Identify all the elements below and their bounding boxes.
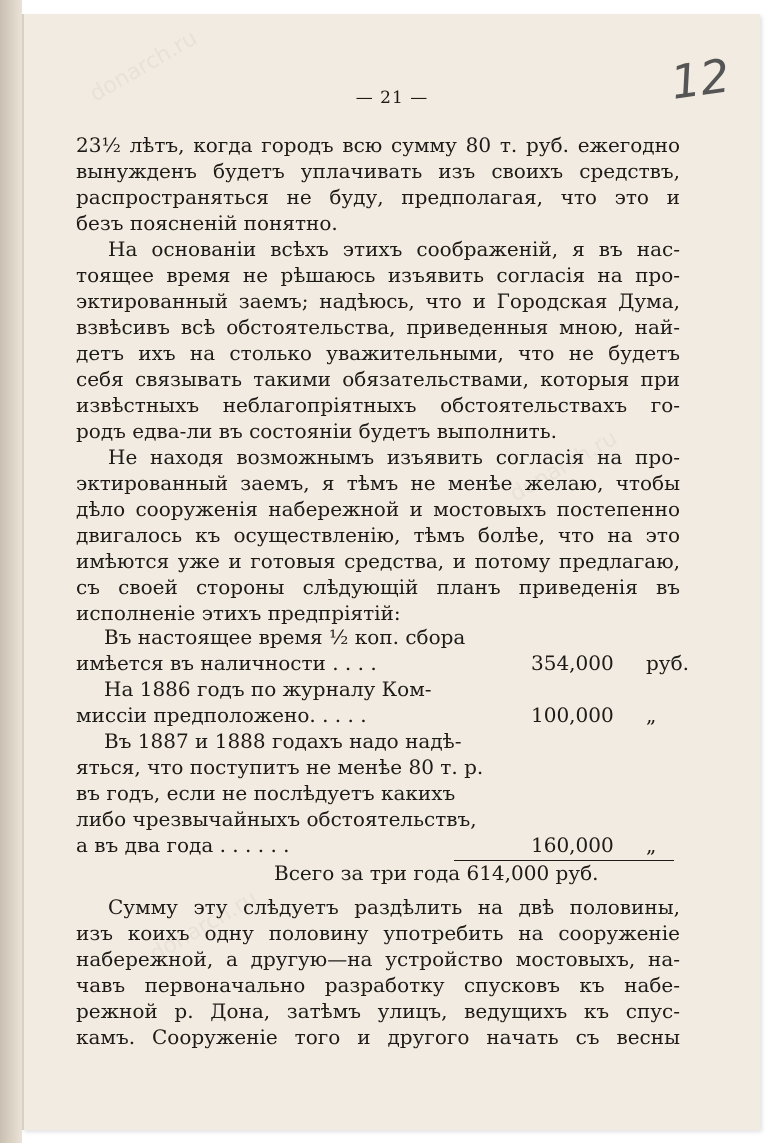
text-line: Сумму эту слѣдуетъ раздѣлить на двѣ половины, [108,895,680,919]
item-text: миссіи предположено. . . . . [76,703,367,727]
archive-watermark: donarch.ru [145,885,262,968]
text-line: извѣстныхъ неблагопріятныхъ обстоятельствахъ го- [76,393,680,417]
text-line: съ своей стороны слѣдующій планъ приведенія въ [76,575,680,599]
book-binding-edge [0,0,22,1143]
page-number: — 21 — [355,88,429,108]
item-amount: 354,000 [531,651,614,675]
item-amount: 100,000 [531,703,614,727]
text-line: 23½ лѣтъ, когда городъ всю сумму 80 т. руб. ежегодно [76,133,680,157]
handwritten-page-number: 12 [667,48,734,110]
text-line: чавъ первоначально разработку спусковъ къ набе- [76,973,680,997]
text-line: набережной, а другую—на устройство мостовыхъ, на- [76,947,680,971]
item-text: либо чрезвычайныхъ обстоятельствъ, [76,807,477,831]
text-line: тоящее время не рѣшаюсь изъявить согласія на про- [76,263,680,287]
item-unit: руб. [646,651,689,675]
item-text: На 1886 годъ по журналу Ком- [104,677,432,701]
text-line: безъ поясненій понятно. [76,211,338,235]
total-line: Всего за три года 614,000 руб. [274,861,599,885]
text-line: вынужденъ будетъ уплачивать изъ своихъ средствъ, [76,159,680,183]
item-unit: „ [646,703,657,727]
text-line: распространяться не буду, предполагая, что это и [76,185,680,209]
text-line: эктированный заемъ, я тѣмъ не менѣе желаю, чтобы [76,471,680,495]
text-line: себя связывать такими обязательствами, которыя при [76,367,680,391]
text-line: двигалось къ осуществленію, тѣмъ болѣе, что на это [76,523,680,547]
text-line: камъ. Сооруженіе того и другого начать съ весны [76,1025,680,1049]
text-line: На основаніи всѣхъ этихъ соображеній, я въ нас- [108,237,680,261]
item-text: а въ два года . . . . . . [76,833,290,857]
text-line: исполненіе этихъ предпріятій: [76,601,401,625]
item-text: яться, что поступитъ не менѣе 80 т. р. [76,755,484,779]
item-unit: „ [646,833,657,857]
text-line: Не находя возможнымъ изъявить согласія на про- [108,445,680,469]
text-line: имѣются уже и готовыя средства, и потому предлагаю, [76,549,680,573]
text-line: режной р. Дона, затѣмъ улицъ, ведущихъ къ спус- [76,999,680,1023]
archive-watermark: donarch.ru [505,425,622,508]
text-line: взвѣсивъ всѣ обстоятельства, приведенныя мною, най- [76,315,680,339]
item-text: въ годъ, если не послѣдуетъ какихъ [76,781,456,805]
item-text: Въ настоящее время ½ коп. сбора [104,625,466,649]
item-amount: 160,000 [531,833,614,857]
text-line: родъ едва-ли въ состояніи будетъ выполнить. [76,419,557,443]
item-text: имѣется въ наличности . . . . [76,651,377,675]
text-line: детъ ихъ на столько уважительными, что не будетъ [76,341,680,365]
archive-watermark: donarch.ru [85,25,202,108]
text-line: дѣло сооруженія набережной и мостовыхъ постепенно [76,497,680,521]
document-page [22,14,760,1130]
text-line: изъ коихъ одну половину употребить на сооруженіе [76,921,680,945]
item-text: Въ 1887 и 1888 годахъ надо надѣ- [104,729,462,753]
text-line: эктированный заемъ; надѣюсь, что и Городская Дума, [76,289,680,313]
